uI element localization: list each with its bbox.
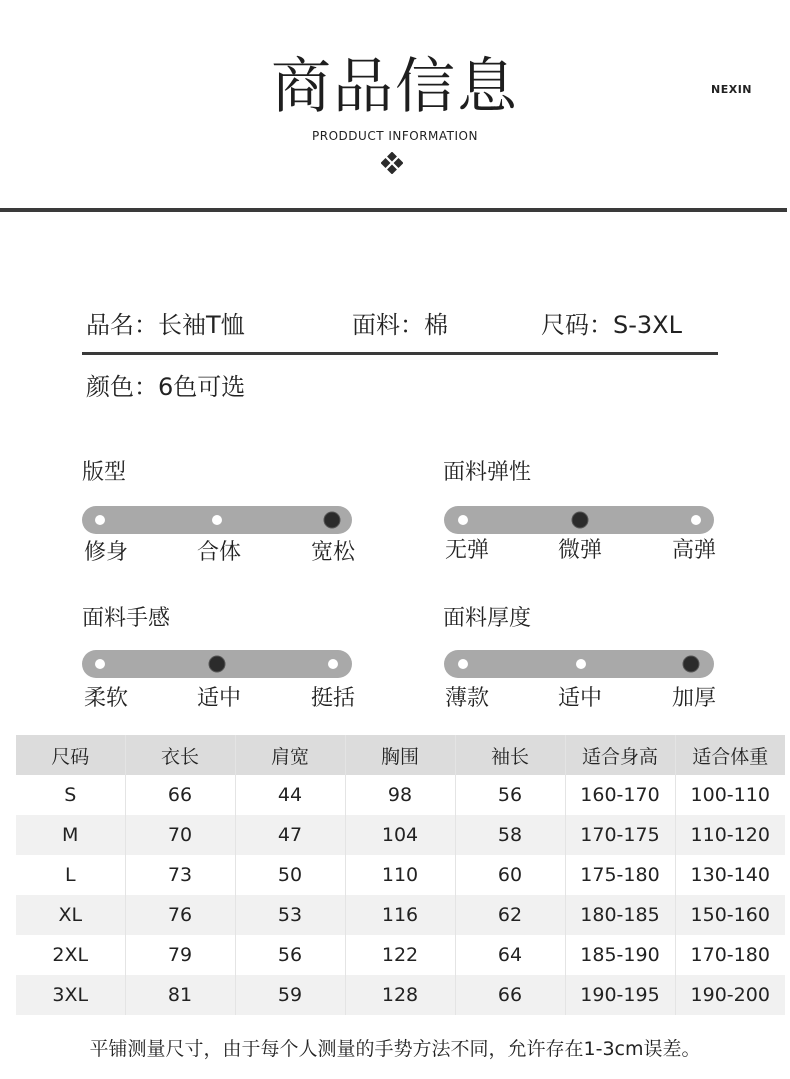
table-cell: 170-180 bbox=[690, 944, 770, 966]
header-divider bbox=[0, 208, 787, 212]
table-cell: 104 bbox=[345, 815, 455, 855]
gauge-elasticity-label: 面料弹性 bbox=[443, 460, 532, 485]
table-cell: 3XL bbox=[16, 975, 125, 1015]
table-cell: 81 bbox=[125, 975, 235, 1015]
table-cell: 160-170 bbox=[565, 775, 675, 815]
table-row bbox=[16, 775, 785, 815]
table-cell: 60 bbox=[455, 855, 565, 895]
table-cell: 70 bbox=[125, 815, 235, 855]
table-row bbox=[16, 975, 785, 1015]
table-row bbox=[16, 855, 785, 895]
table-cell: 56 bbox=[235, 935, 345, 975]
gauge-hand-feel-bar bbox=[82, 650, 352, 678]
table-cell: 66 bbox=[455, 975, 565, 1015]
gauge-hand-feel-dot bbox=[209, 656, 226, 673]
table-cell: 44 bbox=[235, 775, 345, 815]
product-fabric: 面料：棉 bbox=[352, 311, 448, 339]
gauge-fit-bar bbox=[82, 506, 352, 534]
gauge-thickness-dot bbox=[576, 659, 586, 669]
gauge-hand-feel-dot bbox=[328, 659, 338, 669]
gauge-fit-dot bbox=[212, 515, 222, 525]
table-cell: 116 bbox=[345, 895, 455, 935]
gauge-fit-label: 版型 bbox=[82, 460, 127, 485]
table-cell: S bbox=[16, 775, 125, 815]
gauge-fit-option: 修身 bbox=[83, 540, 129, 565]
table-cell: 50 bbox=[235, 855, 345, 895]
table-header-cell: 适合体重 bbox=[692, 745, 769, 768]
measurement-note: 平铺测量尺寸，由于每个人测量的手势方法不同，允许存在1-3cm误差。 bbox=[89, 1038, 701, 1060]
size-chart-table bbox=[16, 735, 785, 1015]
table-cell: XL bbox=[16, 895, 125, 935]
gauge-fit-option: 宽松 bbox=[310, 540, 356, 565]
table-header-cell: 衣长 bbox=[125, 735, 235, 775]
gauge-fit-option: 合体 bbox=[196, 540, 242, 565]
table-header-cell: 适合身高 bbox=[565, 735, 675, 775]
gauge-elasticity-dot bbox=[691, 515, 701, 525]
table-row bbox=[16, 895, 785, 935]
table-cell: 47 bbox=[235, 815, 345, 855]
page-title: 商品信息 bbox=[271, 52, 519, 122]
diamond-cluster-icon bbox=[381, 152, 403, 174]
table-cell: 64 bbox=[455, 935, 565, 975]
gauge-elasticity-option: 高弹 bbox=[671, 538, 717, 563]
table-cell: 58 bbox=[455, 815, 565, 855]
table-cell: 130-140 bbox=[690, 864, 770, 886]
table-cell: 180-185 bbox=[565, 895, 675, 935]
table-cell: 98 bbox=[345, 775, 455, 815]
table-cell: 190-200 bbox=[690, 984, 770, 1006]
table-cell: 190-195 bbox=[565, 975, 675, 1015]
table-cell: M bbox=[16, 815, 125, 855]
table-header-cell: 胸围 bbox=[345, 735, 455, 775]
table-header-row bbox=[16, 735, 785, 775]
gauge-thickness-dot bbox=[683, 656, 700, 673]
table-cell: 66 bbox=[125, 775, 235, 815]
table-cell: 128 bbox=[345, 975, 455, 1015]
table-cell: 53 bbox=[235, 895, 345, 935]
table-cell: 100-110 bbox=[690, 784, 770, 806]
table-header-cell: 肩宽 bbox=[235, 735, 345, 775]
table-cell: 122 bbox=[345, 935, 455, 975]
gauge-thickness-option: 薄款 bbox=[444, 686, 490, 711]
table-cell: 59 bbox=[235, 975, 345, 1015]
product-color: 颜色：6色可选 bbox=[86, 373, 246, 401]
gauge-hand-feel-option: 挺括 bbox=[310, 686, 356, 711]
gauge-elasticity-bar bbox=[444, 506, 714, 534]
table-header-cell: 袖长 bbox=[455, 735, 565, 775]
gauge-hand-feel-option: 柔软 bbox=[83, 686, 129, 711]
table-cell: 170-175 bbox=[565, 815, 675, 855]
info-divider bbox=[82, 352, 718, 355]
gauge-elasticity-dot bbox=[458, 515, 468, 525]
table-row bbox=[16, 815, 785, 855]
gauge-thickness-label: 面料厚度 bbox=[443, 606, 532, 631]
table-row bbox=[16, 935, 785, 975]
gauge-fit-dot bbox=[95, 515, 105, 525]
table-cell: 2XL bbox=[16, 935, 125, 975]
table-cell: L bbox=[16, 855, 125, 895]
table-cell: 110 bbox=[345, 855, 455, 895]
table-cell: 62 bbox=[455, 895, 565, 935]
gauge-elasticity-option: 微弹 bbox=[557, 538, 603, 563]
product-size-range: 尺码：S-3XL bbox=[541, 311, 682, 339]
brand-logo: NEXIN bbox=[711, 83, 752, 96]
table-cell: 56 bbox=[455, 775, 565, 815]
gauge-hand-feel-dot bbox=[95, 659, 105, 669]
gauge-thickness-dot bbox=[458, 659, 468, 669]
table-cell: 110-120 bbox=[690, 824, 770, 846]
table-header-cell: 尺码 bbox=[16, 735, 125, 775]
gauge-thickness-bar bbox=[444, 650, 714, 678]
gauge-thickness-option: 加厚 bbox=[671, 686, 717, 711]
gauge-elasticity-dot bbox=[572, 512, 589, 529]
table-cell: 175-180 bbox=[565, 855, 675, 895]
table-cell: 185-190 bbox=[565, 935, 675, 975]
gauge-hand-feel-option: 适中 bbox=[196, 686, 242, 711]
table-cell: 76 bbox=[125, 895, 235, 935]
gauge-hand-feel-label: 面料手感 bbox=[82, 606, 171, 631]
gauge-fit-dot bbox=[324, 512, 341, 529]
table-cell: 150-160 bbox=[690, 904, 770, 926]
product-name: 品名：长袖T恤 bbox=[86, 311, 245, 339]
gauge-thickness-option: 适中 bbox=[557, 686, 603, 711]
table-cell: 79 bbox=[125, 935, 235, 975]
table-cell: 73 bbox=[125, 855, 235, 895]
gauge-elasticity-option: 无弹 bbox=[444, 538, 490, 563]
page-subtitle: PRODDUCT INFORMATION bbox=[312, 129, 478, 143]
